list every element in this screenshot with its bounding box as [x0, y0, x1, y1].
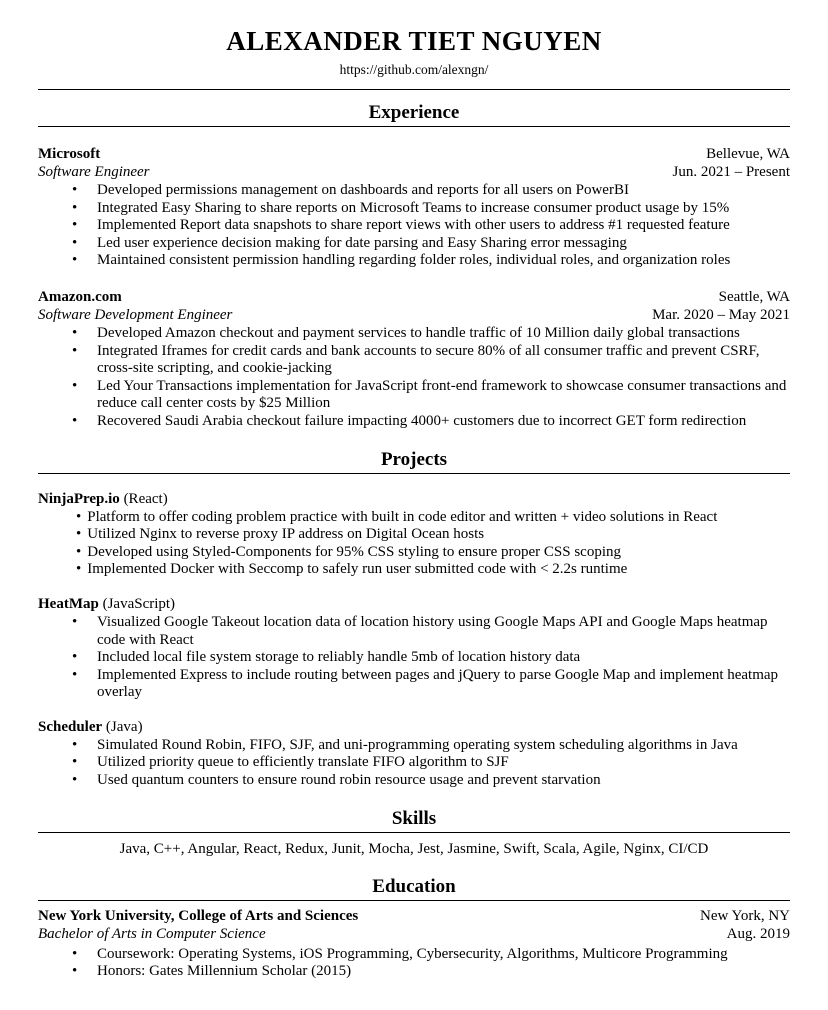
header-divider — [38, 89, 790, 90]
company-name: Microsoft — [38, 146, 101, 162]
bullet-item — [38, 772, 790, 790]
bullet-item — [38, 343, 790, 378]
bullet-item — [38, 737, 790, 755]
bullet-item — [38, 325, 790, 343]
bullet-text: • Led Your Transactions implementation for JavaScript front-end framework to showcase consumer transactions and reduce call center costs by $25 Million — [97, 377, 787, 412]
bullet-item — [38, 413, 790, 431]
project-entry-ninjaprep — [38, 490, 790, 579]
bullet-text: • Simulated Round Robin, FIFO, SJF, and uni-programming operating system scheduling algorithms in Java — [97, 736, 738, 753]
job-role: Software Development Engineer — [38, 306, 233, 323]
projects-divider — [38, 473, 790, 474]
bullet-text: • Integrated Iframes for credit cards and bank accounts to secure 80% of all consumer traffic and prevent CSRF, cross-site scripting, and cookie-jacking — [97, 342, 760, 377]
candidate-name: ALEXANDER TIET NGUYEN — [226, 26, 602, 56]
section-skills — [38, 808, 790, 858]
project-bullets — [38, 614, 790, 702]
job-subheader-row — [38, 306, 790, 324]
education-section-title: Education — [372, 875, 456, 897]
bullet-item — [38, 526, 790, 544]
job-bullets — [38, 182, 790, 270]
job-header-row — [38, 288, 790, 306]
bullet-item — [38, 182, 790, 200]
bullet-item — [38, 963, 790, 981]
job-dates: Mar. 2020 – May 2021 — [652, 306, 790, 323]
bullet-text: • Honors: Gates Millennium Scholar (2015) — [97, 963, 352, 980]
bullet-text: • Used quantum counters to ensure round robin resource usage and prevent starvation — [97, 772, 601, 789]
project-tech: (Java) — [105, 718, 143, 735]
job-location: Seattle, WA — [718, 288, 790, 305]
project-name: NinjaPrep.io — [38, 490, 120, 507]
project-tech: (JavaScript) — [102, 595, 176, 612]
job-role: Software Engineer — [38, 164, 150, 180]
experience-section-title: Experience — [368, 102, 460, 123]
school-name: New York University, College of Arts and Sciences — [38, 907, 359, 924]
bullet-item — [38, 378, 790, 413]
bullet-text: • Implemented Docker with Seccomp to safely run user submitted code with < 2.2s runtime — [87, 561, 628, 578]
bullet-text: • Included local file system storage to reliably handle 5mb of location history data — [97, 649, 581, 666]
bullet-item — [38, 649, 790, 667]
resume-header — [38, 26, 790, 90]
education-subheader-row — [38, 925, 790, 943]
bullet-text: • Utilized priority queue to efficiently translate FIFO algorithm to SJF — [97, 754, 509, 771]
project-entry-heatmap — [38, 595, 790, 702]
bullet-item — [38, 614, 790, 649]
bullet-item — [38, 561, 790, 579]
school-location: New York, NY — [699, 907, 790, 924]
bullet-item — [38, 754, 790, 772]
section-experience — [38, 102, 790, 431]
job-location: Bellevue, WA — [706, 146, 790, 162]
project-tech: (React) — [123, 490, 168, 507]
experience-divider — [38, 126, 790, 127]
job-header-row — [38, 145, 790, 163]
job-bullets — [38, 325, 790, 431]
education-entry — [38, 907, 790, 981]
company-name: Amazon.com — [38, 288, 122, 305]
projects-section-title: Projects — [380, 448, 448, 470]
education-header-row — [38, 907, 790, 925]
job-dates: Jun. 2021 – Present — [672, 164, 790, 180]
bullet-text: • Led user experience decision making for date parsing and Easy Sharing error messaging — [97, 234, 627, 251]
bullet-item — [38, 200, 790, 218]
job-subheader-row — [38, 163, 790, 181]
job-entry-microsoft — [38, 145, 790, 270]
bullet-item — [38, 667, 790, 702]
job-entry-amazon — [38, 288, 790, 431]
skills-divider — [38, 832, 790, 833]
bullet-text: • Developed permissions management on dashboards and reports for all users on PowerBI — [97, 182, 629, 198]
bullet-text: • Platform to offer coding problem practice with built in code editor and written + video solutions in React — [87, 508, 718, 525]
education-bullets — [38, 946, 790, 981]
project-bullets — [38, 737, 790, 790]
project-name: HeatMap — [38, 595, 99, 612]
project-bullets — [38, 509, 790, 579]
bullet-text: • Recovered Saudi Arabia checkout failure impacting 4000+ customers due to incorrect GET form redirection — [97, 412, 747, 429]
bullet-text: • Implemented Report data snapshots to share report views with other users to address #1 requested feature — [97, 217, 730, 234]
bullet-item — [38, 509, 790, 527]
bullet-text: • Developed using Styled-Components for 95% CSS styling to ensure proper CSS scoping — [87, 543, 621, 560]
education-divider — [38, 900, 790, 901]
project-header — [38, 718, 790, 736]
graduation-date: Aug. 2019 — [726, 925, 790, 942]
bullet-item — [38, 252, 790, 270]
bullet-text: • Implemented Express to include routing between pages and jQuery to parse Google Map and implement heatmap overlay — [97, 666, 779, 701]
bullet-item — [38, 946, 790, 964]
degree: Bachelor of Arts in Computer Science — [38, 925, 266, 942]
bullet-item — [38, 235, 790, 253]
project-header — [38, 595, 790, 613]
bullet-item — [38, 544, 790, 562]
bullet-text: • Maintained consistent permission handling regarding folder roles, individual roles, and organization roles — [97, 252, 731, 269]
project-name: Scheduler — [38, 718, 103, 735]
project-entry-scheduler — [38, 718, 790, 790]
bullet-item — [38, 217, 790, 235]
github-url: https://github.com/alexngn/ — [339, 62, 489, 77]
skills-section-title: Skills — [391, 807, 437, 829]
section-projects — [38, 449, 790, 790]
skills-list: Java, C++, Angular, React, Redux, Junit, Mocha, Jest, Jasmine, Swift, Scala, Agile, Nginx, CI/CD — [119, 840, 709, 857]
bullet-text: • Integrated Easy Sharing to share reports on Microsoft Teams to increase consumer product usage by 15% — [97, 199, 730, 216]
bullet-text: • Utilized Nginx to reverse proxy IP address on Digital Ocean hosts — [87, 526, 485, 543]
bullet-text: • Visualized Google Takeout location data of location history using Google Maps API and Google Maps heatmap code with React — [97, 613, 768, 648]
bullet-text: • Coursework: Operating Systems, iOS Programming, Cybersecurity, Algorithms, Multicore Programming — [97, 945, 728, 962]
section-education — [38, 876, 790, 981]
project-header — [38, 490, 790, 508]
bullet-text: • Developed Amazon checkout and payment services to handle traffic of 10 Million daily global transactions — [97, 324, 740, 341]
